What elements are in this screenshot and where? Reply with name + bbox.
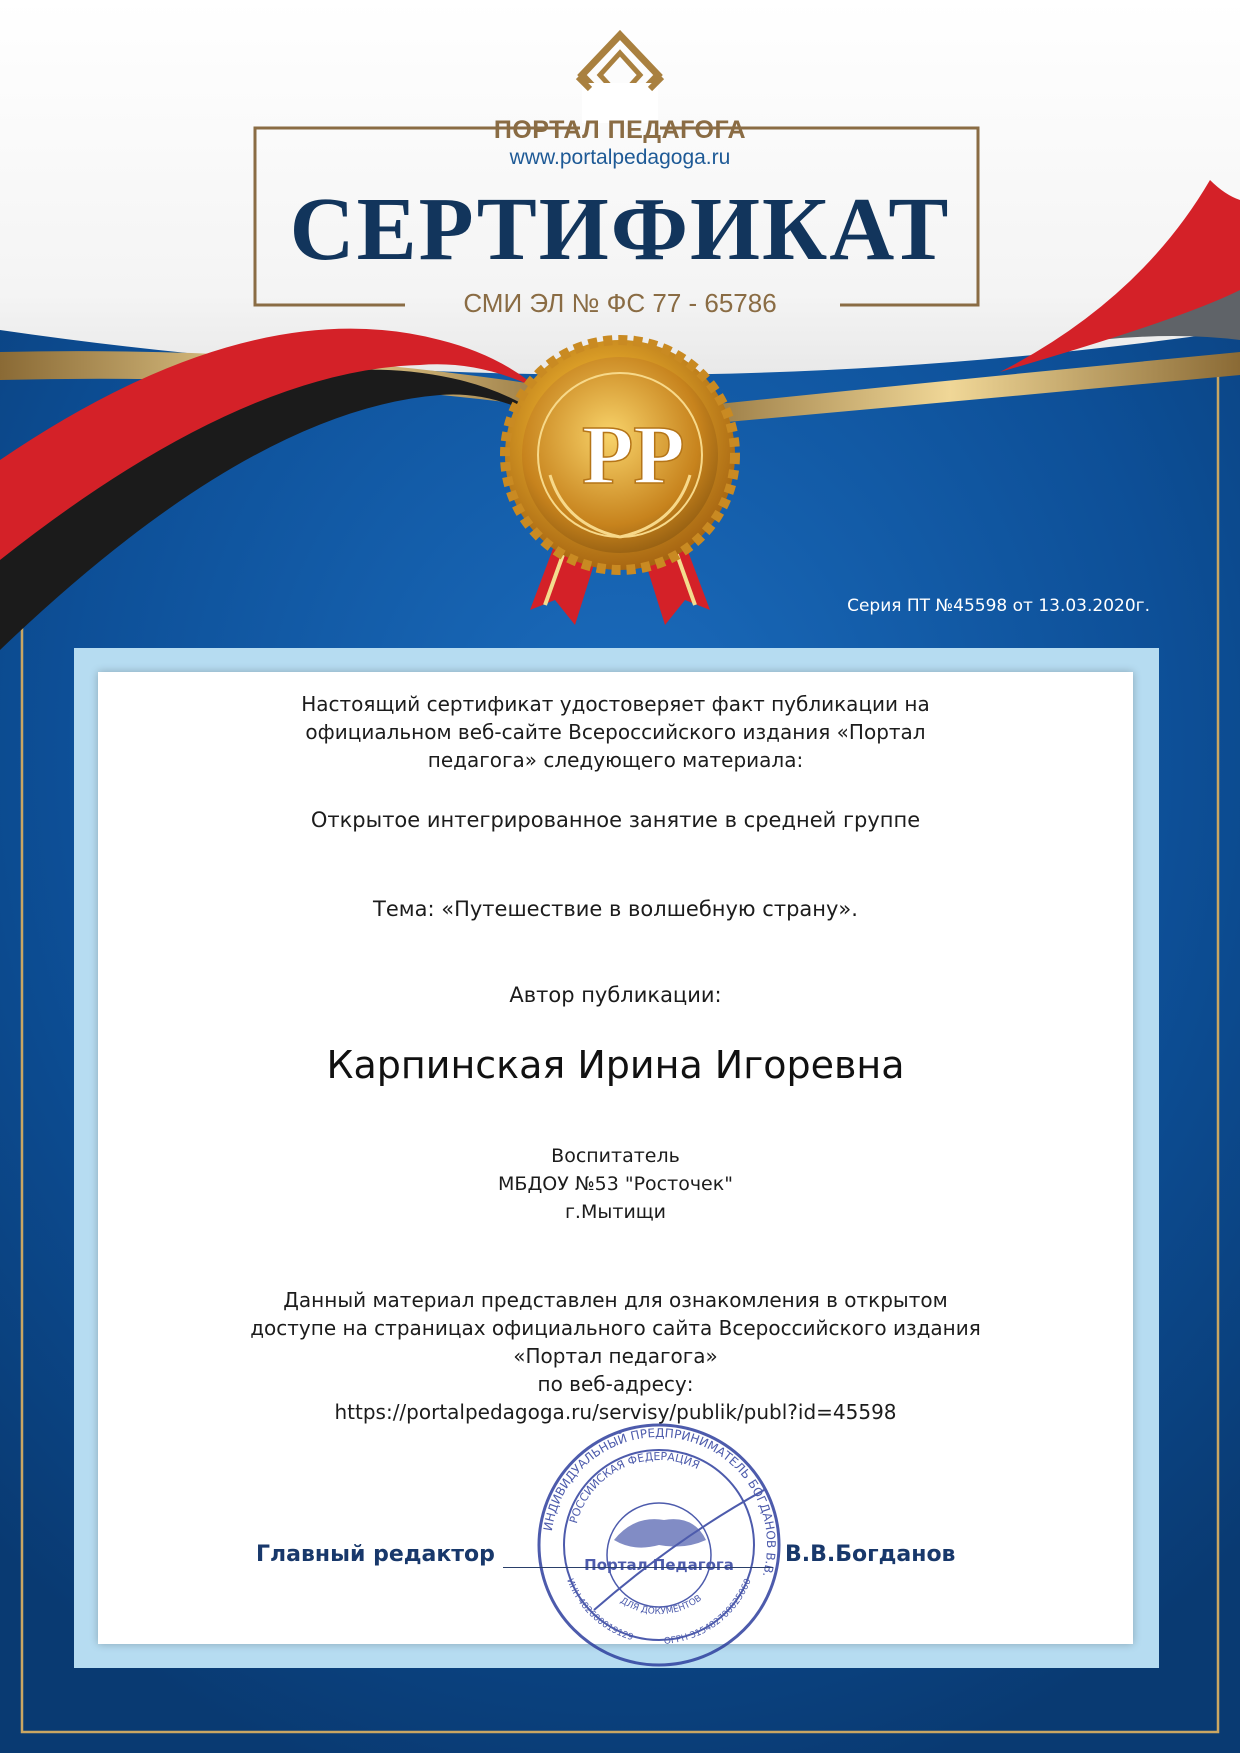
stamp-center-text: Портал Педагога	[584, 1556, 734, 1574]
signature-name: В.В.Богданов	[785, 1542, 956, 1567]
signature-line	[503, 1567, 773, 1568]
svg-text:ДЛЯ ДОКУМЕНТОВ	[618, 1594, 704, 1618]
registration-number: СМИ ЭЛ № ФС 77 - 65786	[463, 288, 777, 318]
certificate-title: СЕРТИФИКАТ	[289, 180, 951, 279]
logo-url: www.portalpedagoga.ru	[509, 146, 731, 169]
publication-url: https://portalpedagoga.ru/servisy/publik/publ?id=45598	[334, 1400, 897, 1424]
series-number: Серия ПТ №45598 от 13.03.2020г.	[847, 596, 1150, 616]
material-topic: Тема: «Путешествие в волшебную страну».	[373, 897, 858, 921]
stamp-country: РОССИЙСКАЯ ФЕДЕРАЦИЯ	[566, 1449, 702, 1525]
official-stamp	[534, 1420, 784, 1670]
author-position	[98, 1142, 1133, 1226]
note-line: по веб-адресу:	[537, 1372, 694, 1396]
note-line: «Портал педагога»	[513, 1344, 718, 1368]
stamp-inn: ИНН 482600019129	[564, 1577, 635, 1644]
material-title: Открытое интегрированное занятие в средней группе	[310, 808, 921, 832]
position-line: г.Мытищи	[564, 1201, 667, 1223]
signature-label: Главный редактор	[256, 1542, 495, 1567]
certificate-paper	[98, 672, 1133, 1647]
stamp-outer-text: ИНДИВИДУАЛЬНЫЙ ПРЕДПРИНИМАТЕЛЬ БОГДАНОВ В.В.	[540, 1425, 779, 1579]
author-name: Карпинская Ирина Игоревна	[326, 1043, 905, 1087]
logo-name: ПОРТАЛ ПЕДАГОГА	[493, 116, 747, 144]
svg-text:ИНН 482600019129	[564, 1577, 634, 1643]
access-note	[98, 1286, 1133, 1426]
stamp-ogrn: ОГРН 315482700025060	[663, 1577, 754, 1647]
medal-monogram: PP	[582, 409, 685, 502]
medal-seal	[505, 340, 735, 570]
intro-text: Настоящий сертификат удостоверяет факт публикации на официальном веб-сайте Всероссийского издания «Портал педагога» следующего материала:	[301, 692, 930, 772]
position-line: МБДОУ №53 "Росточек"	[498, 1173, 733, 1195]
position-line: Воспитатель	[551, 1145, 680, 1167]
stamp-docs: ДЛЯ ДОКУМЕНТОВ	[618, 1593, 704, 1618]
note-line: Данный материал представлен для ознакомления в открытом доступе на страницах официального сайта Всероссийского издания	[250, 1288, 981, 1340]
author-label: Автор публикации:	[509, 983, 722, 1007]
